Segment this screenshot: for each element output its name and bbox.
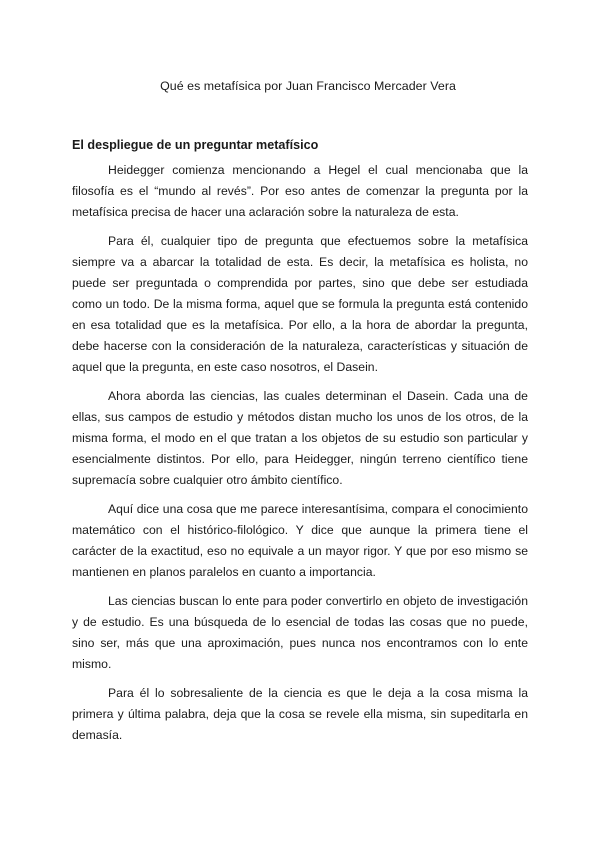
section-heading: El despliegue de un preguntar metafísico bbox=[72, 138, 319, 152]
document-title: Qué es metafísica por Juan Francisco Mercader Vera bbox=[160, 79, 456, 93]
paragraph-1: Heidegger comienza mencionando a Hegel el cual mencionaba que la filosofía es el “mundo al revés”. Por eso antes de comenzar la pregunta por la metafísica precisa de hacer una aclaración sobre la naturaleza de esta. bbox=[72, 163, 528, 219]
paragraph-4: Aquí dice una cosa que me parece interesantísima, compara el conocimiento matemático con el histórico-filológico. Y dice que aunque la primera tiene el carácter de la exactitud, eso no equivale a un mayor rigor. Y que por eso mismo se mantienen en planos paralelos en cuanto a importancia. bbox=[72, 502, 528, 579]
paragraph-2: Para él, cualquier tipo de pregunta que efectuemos sobre la metafísica siempre va a abarcar la totalidad de esta. Es decir, la metafísica es holista, no puede ser preguntada o comprendida por partes, sino que debe ser estudiada como un todo. De la misma forma, aquel que se formula la pregunta está contenido en esa totalidad que es la metafísica. Por ello, a la hora de abordar la pregunta, debe hacerse con la consideración de la naturaleza, características y situación de aquel que la pregunta, en este caso nosotros, el Dasein. bbox=[72, 234, 528, 374]
paragraph-5: Las ciencias buscan lo ente para poder convertirlo en objeto de investigación y de estudio. Es una búsqueda de lo esencial de todas las cosas que no puede, sino ser, más que una aproximación, pues nunca nos encontramos con lo ente mismo. bbox=[72, 594, 528, 671]
paragraph-6: Para él lo sobresaliente de la ciencia es que le deja a la cosa misma la primera y última palabra, deja que la cosa se revele ella misma, sin supeditarla en demasía. bbox=[72, 686, 528, 742]
paragraph-3: Ahora aborda las ciencias, las cuales determinan el Dasein. Cada una de ellas, sus campos de estudio y métodos distan mucho los unos de los otros, de la misma forma, el modo en el que tratan a los objetos de su estudio son particular y esencialmente distintos. Por ello, para Heidegger, ningún terreno científico tiene supremacía sobre cualquier otro ámbito científico. bbox=[72, 389, 528, 487]
